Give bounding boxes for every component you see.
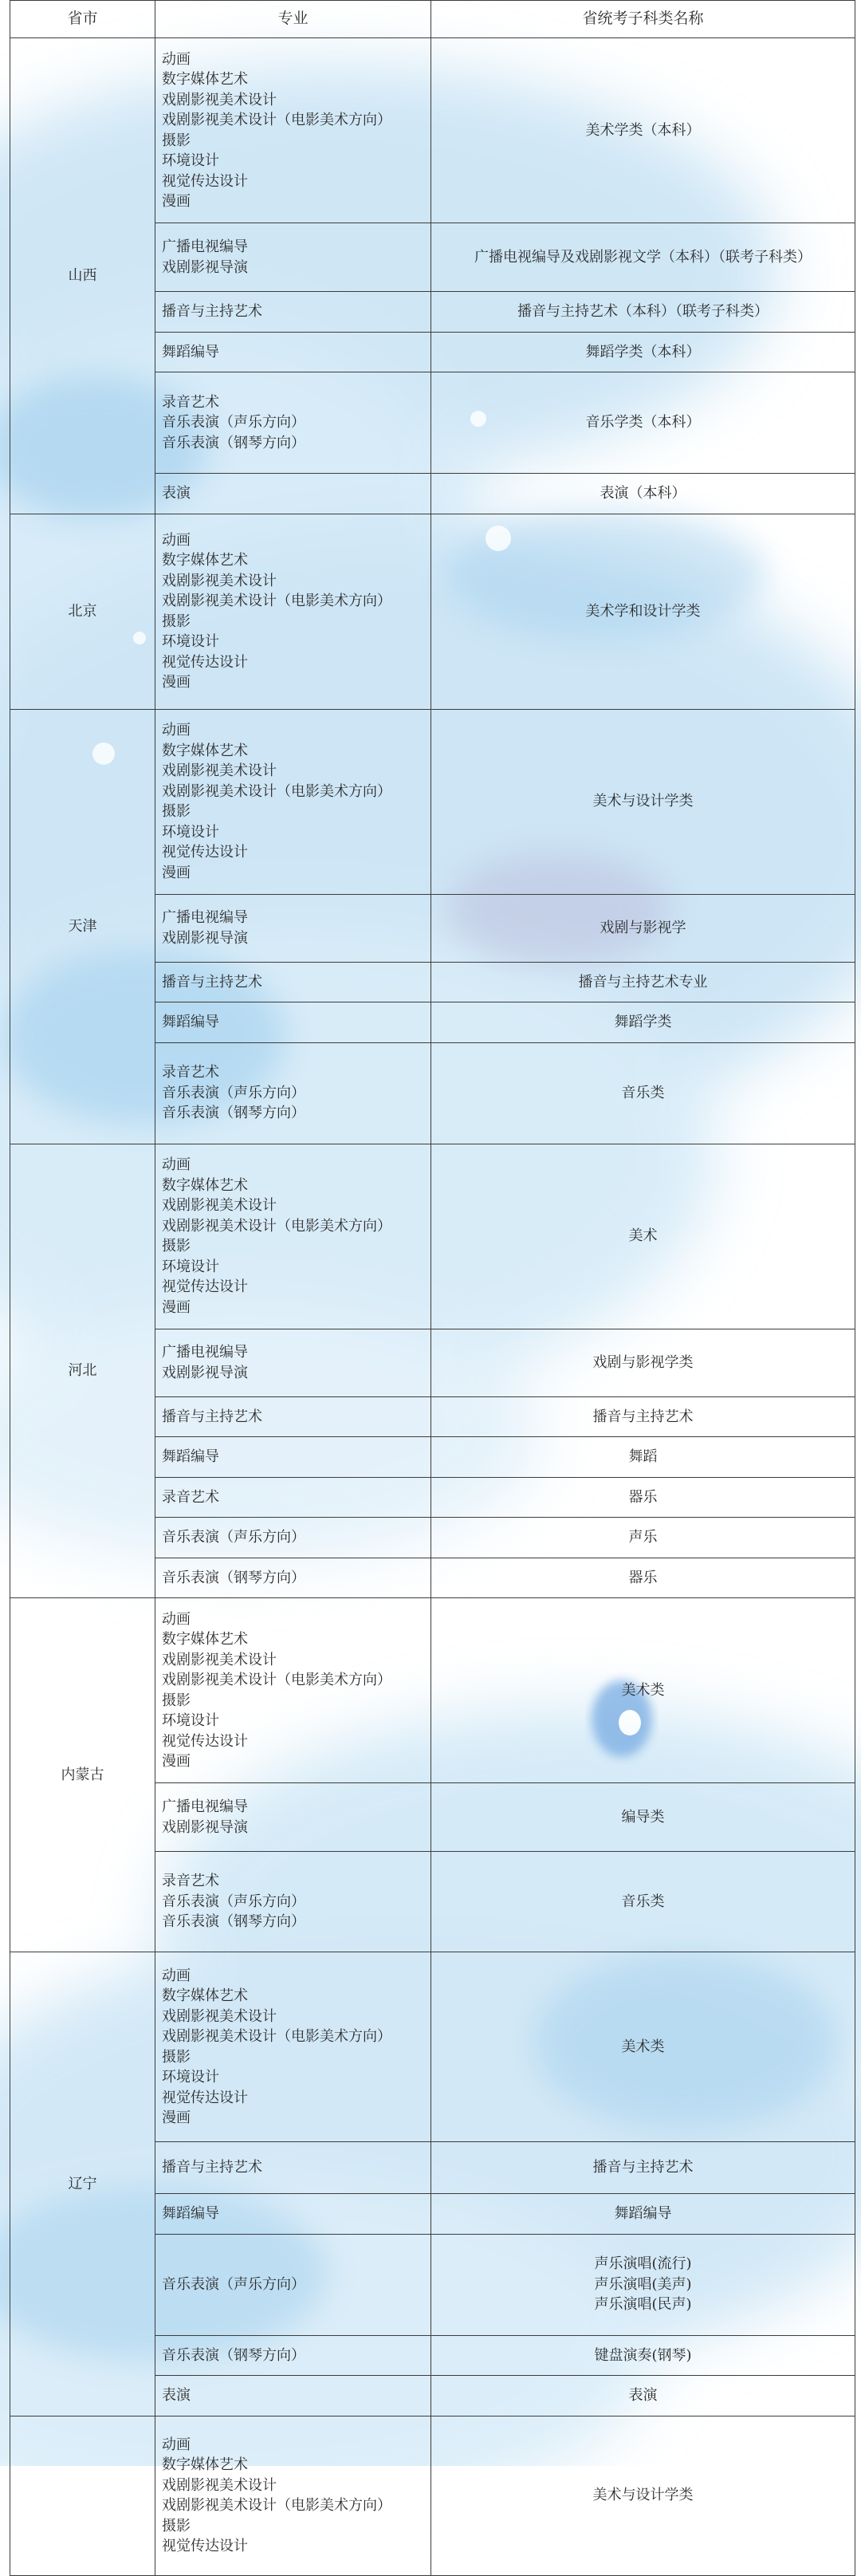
category-cell [431, 1518, 855, 1558]
major-name: 动画 [162, 531, 191, 549]
majors-cell [155, 962, 431, 1002]
major-name: 摄影 [162, 2048, 191, 2066]
category-cell [431, 2376, 855, 2416]
major-name: 音乐表演（声乐方向） [162, 1529, 305, 1546]
major-name: 音乐表演（钢琴方向） [162, 1913, 305, 1931]
category-cell [431, 514, 855, 709]
major-name: 录音艺术 [162, 1873, 219, 1890]
major-name: 环境设计 [162, 823, 219, 841]
major-name: 数字媒体艺术 [162, 552, 248, 569]
major-name: 摄影 [162, 1692, 191, 1709]
category-cell [431, 1852, 855, 1952]
table-row [10, 1952, 855, 2142]
major-name: 数字媒体艺术 [162, 742, 248, 759]
majors-cell [155, 709, 431, 894]
category-cell [431, 962, 855, 1002]
majors-cell [155, 1852, 431, 1952]
category-cell [431, 709, 855, 894]
category-name: 美术学类（本科） [585, 121, 701, 139]
category-cell [431, 1144, 855, 1329]
category-name: 声乐 [628, 1529, 658, 1546]
majors-cell [155, 372, 431, 474]
majors-cell [155, 292, 431, 333]
major-name: 播音与主持艺术 [162, 303, 262, 320]
category-name: 编导类 [621, 1808, 665, 1826]
major-name: 戏剧影视美术设计（电影美术方向） [162, 1672, 391, 1688]
majors-cell [155, 2335, 431, 2376]
majors-cell [155, 514, 431, 709]
category-name: 播音与主持艺术 [592, 1408, 694, 1425]
majors-cell [155, 1598, 431, 1783]
major-name: 戏剧影视美术设计 [162, 762, 277, 779]
table-body [10, 38, 855, 2576]
major-name: 音乐表演（钢琴方向） [162, 434, 305, 451]
table-row [10, 38, 855, 223]
category-cell [431, 38, 855, 223]
major-name: 数字媒体艺术 [162, 1987, 248, 2004]
province-cell: 北京 [10, 514, 155, 709]
category-cell [431, 1042, 855, 1144]
majors-cell [155, 223, 431, 292]
major-name: 摄影 [162, 1238, 191, 1255]
major-name: 戏剧影视导演 [162, 1364, 248, 1381]
major-name: 戏剧影视导演 [162, 258, 248, 276]
header-category: 省统考子科类名称 [431, 1, 855, 38]
major-name: 音乐表演（声乐方向） [162, 1084, 305, 1101]
category-cell [431, 332, 855, 372]
major-name: 戏剧影视美术设计（电影美术方向） [162, 1217, 391, 1235]
category-cell [431, 1783, 855, 1852]
major-name: 舞蹈编导 [162, 1448, 219, 1465]
major-name: 视觉传达设计 [162, 2089, 248, 2106]
major-name: 音乐表演（钢琴方向） [162, 2346, 305, 2364]
major-name: 录音艺术 [162, 393, 219, 411]
major-name: 播音与主持艺术 [162, 2159, 262, 2176]
major-name: 音乐表演（声乐方向） [162, 1893, 305, 1910]
major-name: 戏剧影视导演 [162, 929, 248, 947]
majors-cell [155, 2376, 431, 2416]
category-cell [431, 894, 855, 962]
majors-cell [155, 894, 431, 962]
major-name: 表演 [162, 2387, 191, 2404]
majors-cell [155, 1952, 431, 2142]
major-name: 数字媒体艺术 [162, 2456, 248, 2473]
major-name: 漫画 [162, 1298, 191, 1316]
major-name: 视觉传达设计 [162, 2538, 248, 2554]
majors-cell [155, 1558, 431, 1598]
major-name: 视觉传达设计 [162, 1732, 248, 1750]
major-name: 动画 [162, 1610, 191, 1628]
major-name: 音乐表演（钢琴方向） [162, 1569, 305, 1586]
major-name: 摄影 [162, 803, 191, 820]
province-cell [10, 2416, 155, 2575]
major-name: 戏剧影视美术设计 [162, 572, 277, 589]
major-name: 音乐表演（声乐方向） [162, 414, 305, 431]
category-name: 舞蹈 [628, 1448, 658, 1465]
table-row [10, 1598, 855, 1783]
category-name: 美术学和设计学类 [585, 602, 701, 620]
major-name: 表演 [162, 485, 191, 502]
category-cell [431, 292, 855, 333]
major-name: 视觉传达设计 [162, 1278, 248, 1295]
major-name: 动画 [162, 1967, 191, 1984]
majors-cell [155, 1329, 431, 1396]
major-name: 戏剧影视导演 [162, 1818, 248, 1836]
category-cell [431, 1598, 855, 1783]
province-cell: 内蒙古 [10, 1598, 155, 1952]
major-name: 漫画 [162, 674, 191, 691]
major-name: 戏剧影视美术设计（电影美术方向） [162, 2497, 391, 2514]
category-name: 播音与主持艺术（本科）（联考子科类） [517, 303, 769, 320]
category-name: 舞蹈编导 [614, 2205, 672, 2222]
majors-cell [155, 1518, 431, 1558]
art-major-category-table [10, 0, 855, 2576]
majors-cell [155, 332, 431, 372]
majors-cell [155, 2416, 431, 2575]
category-name: 器乐 [628, 1488, 658, 1506]
major-name: 戏剧影视美术设计（电影美术方向） [162, 593, 391, 609]
category-name: 键盘演奏(钢琴) [594, 2346, 692, 2364]
category-name: 播音与主持艺术专业 [578, 973, 708, 991]
major-name: 视觉传达设计 [162, 653, 248, 671]
major-name: 漫画 [162, 193, 191, 210]
major-name: 播音与主持艺术 [162, 973, 262, 991]
table-row [10, 514, 855, 709]
table-row [10, 1144, 855, 1329]
major-name: 漫画 [162, 864, 191, 881]
category-name: 声乐演唱(流行) [594, 2255, 692, 2273]
majors-cell [155, 1002, 431, 1043]
province-cell: 辽宁 [10, 1952, 155, 2416]
category-cell [431, 1477, 855, 1518]
major-name: 数字媒体艺术 [162, 71, 248, 88]
major-name: 戏剧影视美术设计 [162, 2476, 277, 2494]
category-cell [431, 2142, 855, 2194]
major-name: 戏剧影视美术设计 [162, 1651, 277, 1668]
major-name: 环境设计 [162, 2069, 219, 2086]
major-name: 环境设计 [162, 1712, 219, 1729]
table-row [10, 2416, 855, 2575]
table-header-row [10, 1, 855, 38]
major-name: 动画 [162, 1156, 191, 1173]
table-row [10, 709, 855, 894]
major-name: 动画 [162, 722, 191, 739]
majors-cell [155, 1144, 431, 1329]
major-name: 录音艺术 [162, 1064, 219, 1081]
major-name: 数字媒体艺术 [162, 1631, 248, 1648]
category-cell [431, 1396, 855, 1437]
majors-cell [155, 474, 431, 514]
majors-cell [155, 38, 431, 223]
major-name: 戏剧影视美术设计 [162, 91, 277, 108]
majors-cell [155, 2234, 431, 2335]
major-name: 广播电视编导 [162, 909, 248, 926]
major-name: 动画 [162, 2436, 191, 2453]
major-name: 戏剧影视美术设计（电影美术方向） [162, 2028, 391, 2045]
category-name: 声乐演唱(美声) [594, 2275, 692, 2293]
majors-cell [155, 2142, 431, 2194]
major-name: 音乐表演（声乐方向） [162, 2275, 305, 2293]
major-name: 戏剧影视美术设计（电影美术方向） [162, 782, 391, 800]
category-name: 美术与设计学类 [592, 2487, 694, 2504]
major-name: 漫画 [162, 1753, 191, 1770]
majors-cell [155, 2194, 431, 2235]
category-name: 美术 [628, 1227, 658, 1245]
major-name: 音乐表演（钢琴方向） [162, 1105, 305, 1122]
major-name: 舞蹈编导 [162, 343, 219, 360]
major-name: 摄影 [162, 612, 191, 630]
major-name: 视觉传达设计 [162, 172, 248, 190]
major-name: 广播电视编导 [162, 238, 248, 255]
category-name: 美术类 [621, 2038, 665, 2055]
category-name: 音乐类 [621, 1893, 665, 1910]
majors-cell [155, 1437, 431, 1478]
major-name: 环境设计 [162, 633, 219, 650]
majors-cell [155, 1396, 431, 1437]
major-name: 环境设计 [162, 1258, 219, 1275]
category-cell [431, 372, 855, 474]
major-name: 舞蹈编导 [162, 1014, 219, 1030]
province-cell: 山西 [10, 38, 155, 514]
category-cell [431, 1952, 855, 2142]
category-name: 声乐演唱(民声) [594, 2296, 692, 2314]
major-name: 摄影 [162, 132, 191, 149]
majors-cell [155, 1477, 431, 1518]
category-cell [431, 474, 855, 514]
category-name: 舞蹈学类 [614, 1014, 672, 1030]
category-name: 器乐 [628, 1569, 658, 1586]
major-name: 录音艺术 [162, 1488, 219, 1506]
category-cell [431, 2234, 855, 2335]
category-cell [431, 223, 855, 292]
major-name: 环境设计 [162, 152, 219, 169]
category-name: 音乐类 [621, 1084, 665, 1101]
major-name: 播音与主持艺术 [162, 1408, 262, 1425]
major-name: 摄影 [162, 2517, 191, 2535]
category-name: 美术类 [621, 1681, 665, 1699]
category-name: 广播电视编导及戏剧影视文学（本科）（联考子科类） [474, 248, 812, 266]
header-province: 省市 [10, 1, 155, 38]
header-major: 专业 [155, 1, 431, 38]
category-name: 表演（本科） [600, 485, 686, 502]
majors-cell [155, 1783, 431, 1852]
category-name: 播音与主持艺术 [592, 2159, 694, 2176]
category-cell [431, 1558, 855, 1598]
category-cell [431, 1437, 855, 1478]
category-cell [431, 1002, 855, 1043]
category-name: 美术与设计学类 [592, 793, 694, 810]
category-name: 戏剧与影视学类 [592, 1353, 694, 1371]
category-cell [431, 2335, 855, 2376]
major-name: 广播电视编导 [162, 1344, 248, 1361]
major-name: 舞蹈编导 [162, 2205, 219, 2222]
majors-cell [155, 1042, 431, 1144]
major-name: 视觉传达设计 [162, 844, 248, 861]
category-cell [431, 2194, 855, 2235]
province-cell: 河北 [10, 1144, 155, 1598]
category-cell [431, 1329, 855, 1396]
major-name: 动画 [162, 50, 191, 68]
category-name: 音乐学类（本科） [585, 414, 701, 431]
major-name: 戏剧影视美术设计 [162, 2007, 277, 2025]
province-cell: 天津 [10, 709, 155, 1144]
major-name: 漫画 [162, 2109, 191, 2126]
major-name: 数字媒体艺术 [162, 1176, 248, 1194]
category-cell [431, 2416, 855, 2575]
category-name: 舞蹈学类（本科） [585, 343, 701, 360]
major-name: 戏剧影视美术设计 [162, 1197, 277, 1214]
major-name: 广播电视编导 [162, 1798, 248, 1815]
category-name: 表演 [628, 2387, 658, 2404]
category-name: 戏剧与影视学 [600, 919, 686, 936]
major-name: 戏剧影视美术设计（电影美术方向） [162, 112, 391, 128]
